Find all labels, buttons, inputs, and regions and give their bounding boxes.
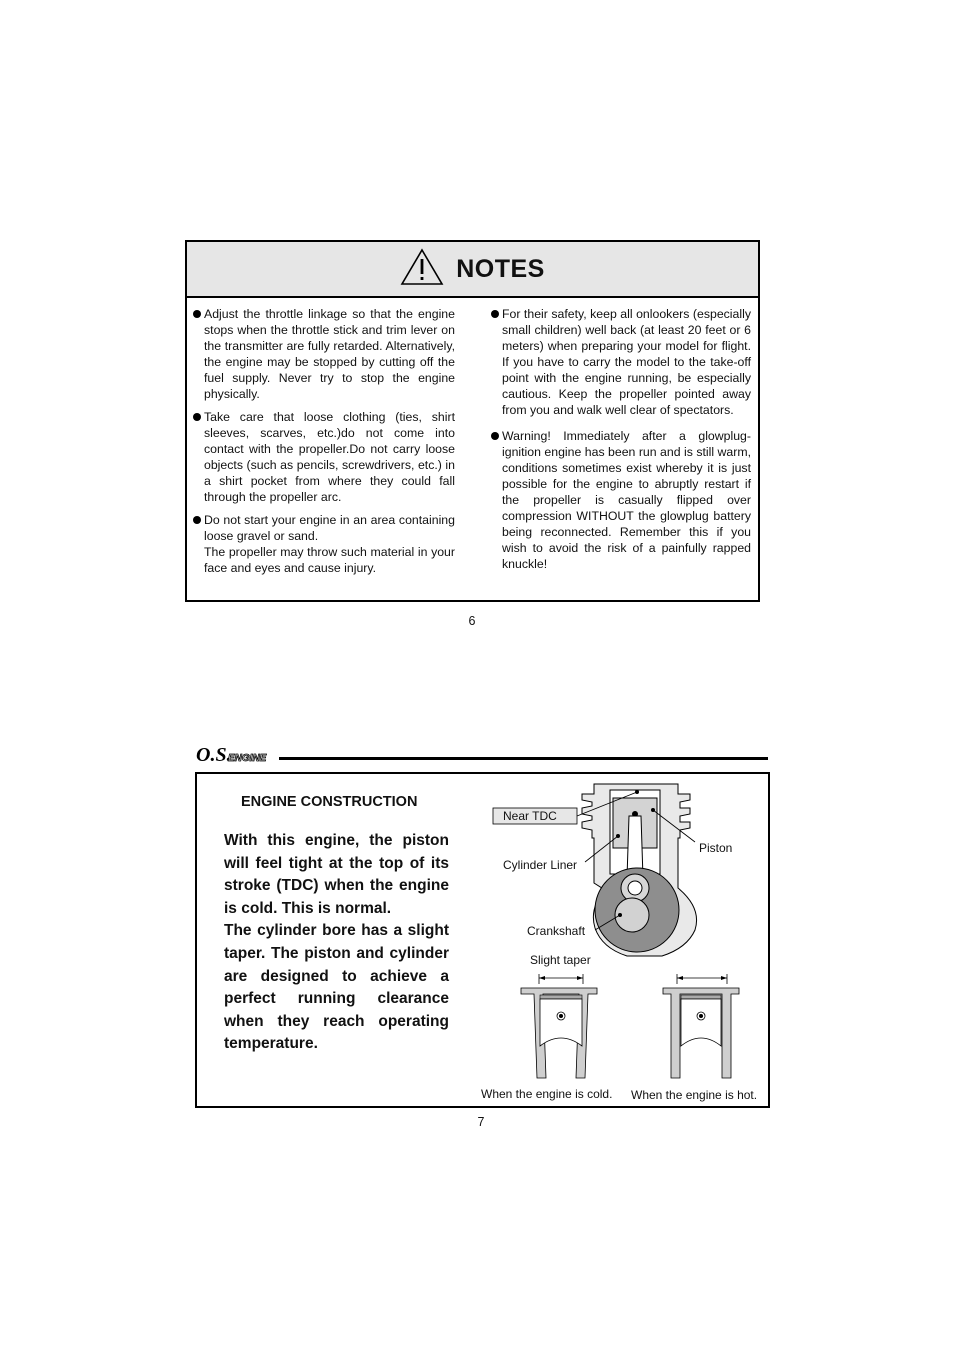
engine-cross-section: [582, 784, 697, 956]
label-slight-taper: Slight taper: [530, 953, 591, 967]
header-rule: [279, 757, 768, 760]
label-crankshaft: Crankshaft: [527, 924, 586, 938]
os-engine-logo: [196, 743, 276, 765]
page-number: 6: [468, 614, 476, 628]
svg-text:ENGINE: ENGINE: [228, 753, 267, 764]
section-body: [224, 830, 449, 1056]
engine-diagram: [477, 778, 766, 1104]
warning-triangle-icon: [400, 248, 444, 286]
note-text: Adjust the throttle linkage so that the engine stops when the throttle stick and trim lever on the transmitter are fully retarded. Alternatively, the engine may be stopped by cutting off the fuel supply. Never try to stop the engine physically.: [204, 307, 455, 401]
bullet-icon: [193, 413, 201, 421]
section-title: ENGINE CONSTRUCTION: [241, 794, 418, 810]
bullet-icon: [491, 310, 499, 318]
cold-cylinder-diagram: [521, 974, 597, 1078]
label-cylinder-liner: Cylinder Liner: [503, 858, 578, 872]
body-paragraph: With this engine, the piston will feel tight at the top of its stroke (TDC) when the engine is cold. This is normal.: [224, 832, 449, 917]
notes-left-column: [192, 306, 455, 583]
note-text: Take care that loose clothing (ties, shirt sleeves, scarves, etc.)do not come into contact with the propeller.Do not carry loose objects (such as pencils, screwdrivers, etc.) in a shirt pocket from where they could fall through the propeller arc.: [204, 410, 455, 504]
notes-header: [187, 242, 758, 298]
note-item: [192, 409, 455, 505]
label-piston: Piston: [699, 841, 733, 855]
label-cold: When the engine is cold.: [481, 1087, 613, 1101]
note-item: [192, 512, 455, 576]
bullet-icon: [193, 516, 201, 524]
bullet-icon: [193, 310, 201, 318]
note-item: [490, 428, 751, 572]
page-number: 7: [477, 1115, 485, 1129]
engine-construction-box: [195, 772, 770, 1108]
bullet-icon: [491, 432, 499, 440]
note-item: [192, 306, 455, 402]
note-item: [490, 306, 751, 418]
label-near-tdc: Near TDC: [503, 809, 557, 823]
note-text: Do not start your engine in an area containing loose gravel or sand.: [204, 513, 455, 543]
hot-cylinder-diagram: [663, 974, 739, 1078]
notes-title: NOTES: [456, 254, 545, 283]
notes-box: [185, 240, 760, 602]
note-text: For their safety, keep all onlookers (especially small children) well back (at least 20 feet or 6 meters) when preparing your model for flight. If you have to carry the model to the take-off point with the engine running, be especially cautious. Keep the propeller pointed away from you and walk well clear of spectators.: [502, 307, 751, 417]
body-paragraph: The cylinder bore has a slight taper. The piston and cylinder are designed to achieve a perfect running clearance when they reach operating temperature.: [224, 922, 449, 1053]
notes-right-column: [490, 306, 751, 579]
svg-text:O.S.: O.S.: [196, 744, 232, 765]
label-hot: When the engine is hot.: [631, 1088, 758, 1102]
note-text: The propeller may throw such material in your face and eyes and cause injury.: [204, 545, 455, 575]
note-text: Warning! Immediately after a glowplug-ignition engine has been run and is still warm, conditions sometimes exist whereby it is just possible for the engine to abruptly restart if the propeller is casually flipped over compression WITHOUT the glowplug battery being reconnected. Remember this if you wish to avoid the risk of a painfully rapped knuckle!: [502, 429, 751, 571]
